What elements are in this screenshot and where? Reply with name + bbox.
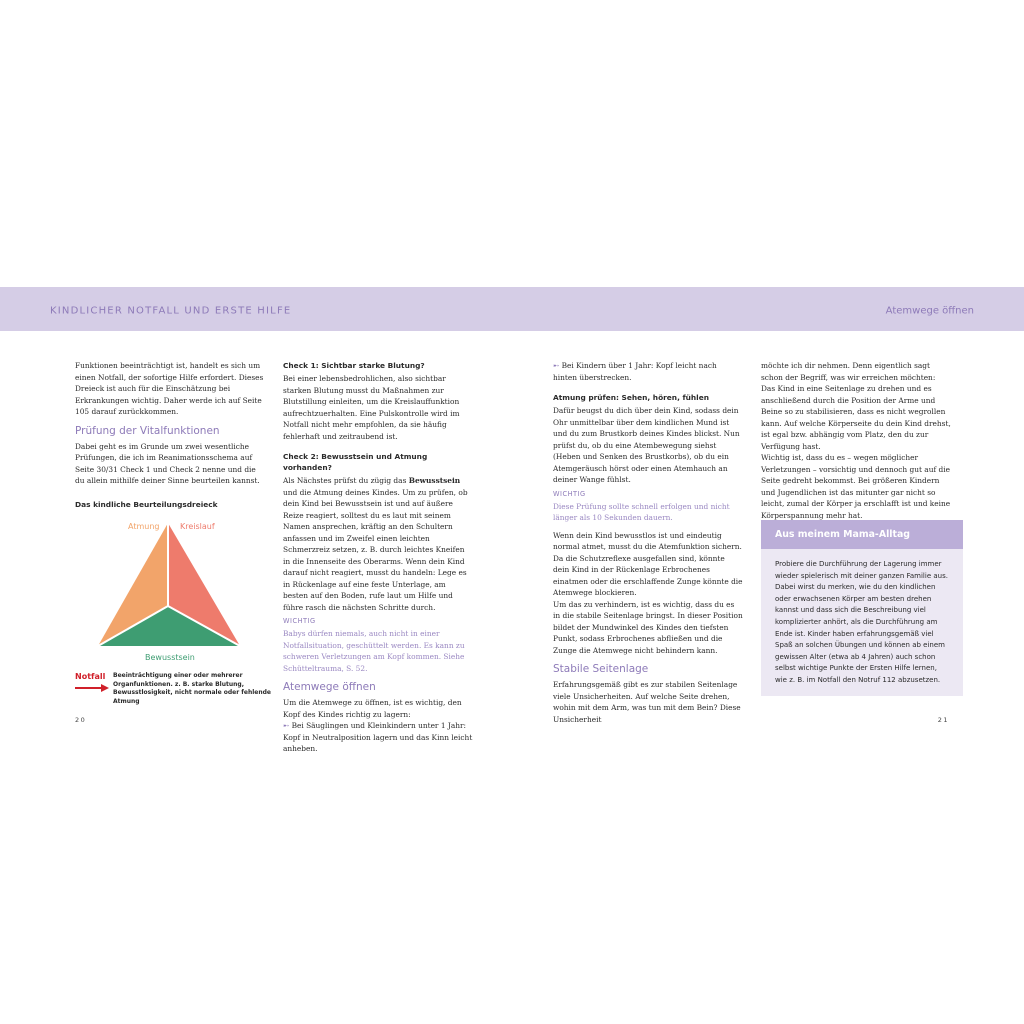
wichtig-note: Babys dürfen niemals, auch nicht in einer Notfallsituation, geschüttelt werden. Es kann zu schweren Verletzungen am Kopf kommen. Siehe Schütteltrauma, S. 52. — [283, 629, 465, 673]
atmung-paragraph: Dafür beugst du dich über dein Kind, sodass dein Ohr unmittelbar über dem kindlichen Mund ist und du zum Brustkorb deines Kindes blickst. Nun prüfst du, ob du eine Atembewegung siehst (Heben und Senken des Brustkorbs), ob du ein Atemgeräusch hörst oder einen Atemhauch an deiner Wange fühlst. — [553, 406, 740, 484]
triangle-title: Das kindliche Beurteilungsdreieck — [75, 500, 218, 509]
bullet-kinder: ➸ Bei Kindern über 1 Jahr: Kopf leicht nach hinten überstrecken. — [553, 361, 717, 382]
vitalfunktionen-paragraph: Dabei geht es im Grunde um zwei wesentliche Prüfungen, die ich im Reanimationsschema auf Seite 30/31 Check 1 und Check 2 nenne und die du allein mithilfe deiner Sinne beurteilen kannst. — [75, 441, 260, 485]
chapter-title: KINDLICHER NOTFALL UND ERSTE HILFE — [50, 305, 292, 317]
label-atmung: Atmung — [128, 522, 160, 531]
label-bewusstsein: Bewusstsein — [145, 653, 195, 662]
box-title: Aus meinem Mama-Alltag — [761, 520, 963, 549]
assessment-triangle — [90, 518, 260, 668]
continued-paragraph: möchte ich dir nehmen. Denn eigentlich sagt schon der Begriff, was wir erreichen möchten: Das Kind in eine Seitenlage zu drehen und es anschließend durch die Position der Arme und Beine so zu stabilisieren, dass es nicht wegrollen kann. Auf welche Körperseite du dein Kind drehst, ist egal bzw. abhängig vom Platz, den du zur Verfügung hast. — [761, 361, 951, 451]
column-4 — [761, 360, 951, 521]
wichtig-label: WICHTIG — [553, 489, 586, 498]
check-1-paragraph: Bei einer lebensbedrohlichen, also sichtbar starken Blutung musst du Maßnahmen zur Blutstillung einleiten, um die Kreislauffunktion aufrechtzuerhalten. Eine Pulskontrolle wird im Notfall nicht mehr empfohlen, da sie häufig fehlerhaft und zeitraubend ist. — [283, 374, 460, 441]
page-number-right: 21 — [937, 716, 949, 724]
red-arrow-icon — [75, 683, 109, 693]
bewusstlos-paragraph: Wenn dein Kind bewusstlos ist und eindeutig normal atmet, musst du die Atemfunktion sichern. Da die Schutzreflexe ausgefallen sind, könnte dein Kind in der Rückenlage Erbrochenes einatmen oder die erschlaffende Zunge könnte die Atemwege blockieren. — [553, 530, 743, 597]
arrow-bullet-icon: ➸ — [553, 361, 560, 370]
label-kreislauf: Kreislauf — [180, 522, 215, 531]
atemwege-paragraph: Um die Atemwege zu öffnen, ist es wichtig, den Kopf des Kindes richtig zu lagern: — [283, 698, 462, 719]
heading-check-2: Check 2: Bewusstsein und Atmung vorhanden? — [283, 452, 428, 472]
heading-vitalfunktionen: Prüfung der Vitalfunktionen — [75, 424, 220, 437]
page-number-left: 20 — [75, 716, 87, 724]
wichtig-label: WICHTIG — [283, 617, 316, 625]
heading-atmung-pruefen: Atmung prüfen: Sehen, hören, fühlen — [553, 393, 709, 402]
notfall-description: Beeinträchtigung einer oder mehrerer Organfunktionen. z. B. starke Blutung, Bewusstlosigkeit, nicht normale oder fehlende Atmung — [113, 672, 271, 705]
wichtig-paragraph: Wichtig ist, dass du es – wegen möglicher Verletzungen – vorsichtig und dennoch gut auf die Seite gedreht bekommst. Bei größeren Kindern und Jugendlichen ist das mitunter gar nicht so leicht, zumal der Körper ja erschlafft ist und keine Körperspannung mehr hat. — [761, 453, 951, 520]
column-2 — [283, 360, 473, 755]
heading-atemwege: Atemwege öffnen — [283, 681, 376, 693]
seitenlage-intro-paragraph: Um das zu verhindern, ist es wichtig, dass du es in die stabile Seitenlage bringst. In dieser Position bildet der Mundwinkel des Kindes den tiefsten Punkt, sodass Erbrochenes abfließen und die Zunge die Atemwege nicht behindern kann. — [553, 599, 743, 655]
heading-check-1: Check 1: Sichtbar starke Blutung? — [283, 361, 425, 370]
intro-paragraph: Funktionen beeinträchtigt ist, handelt es sich um einen Notfall, der sofortige Hilfe erfordert. Dieses Dreieck ist auch für die Einschätzung bei Erkrankungen wichtig. Daher werde ich auf Seite 105 darauf zurückkommen. — [75, 361, 264, 416]
column-1 — [75, 360, 265, 487]
heading-stabile-seitenlage: Stabile Seitenlage — [553, 663, 649, 675]
bullet-saeuglinge: ➸ Bei Säuglingen und Kleinkindern unter 1 Jahr: Kopf in Neutralposition lagern und das Kinn leicht anheben. — [283, 721, 473, 753]
notfall-label: Notfall — [75, 672, 106, 681]
wichtig-note: Diese Prüfung sollte schnell erfolgen und nicht länger als 10 Sekunden dauern. — [553, 501, 730, 522]
box-text: Probiere die Durchführung der Lagerung immer wieder spielerisch mit deiner ganzen Familie aus. Dabei wirst du merken, wie du den kindlichen oder erwachsenen Körper am besten drehen kannst und dass sich die Beschreibung viel komplizierter anhört, als die Durchführung am Ende ist. Kinder haben erfahrungsgemäß viel Spaß an solchen Übungen und können ab einem gewissen Alter (etwa ab 4 Jahren) auch schon selbst wichtige Punkte der Ersten Hilfe lernen, wie z. B. im Notfall den Notruf 112 abzusetzen. — [775, 560, 948, 684]
column-3 — [553, 360, 743, 725]
check-2-paragraph: Als Nächstes prüfst du zügig das Bewusstsein und die Atmung deines Kindes. Um zu prüfen, ob dein Kind bei Bewusstsein ist und auf äußere Reize reagiert, solltest du es laut mit seinem Namen ansprechen, kräftig an den Schultern anfassen und im Zweifel einen leichten Schmerzreiz setzen, z. B. durch leichtes Kneifen in die Innenseite des Oberarms. Wenn dein Kind darauf nicht reagiert, musst du handeln: Lege es in Rückenlage auf eine feste Unterlage, am besten auf den Boden, rufe laut um Hilfe und führe rasch die nächsten Schritte durch. — [283, 476, 468, 612]
arrow-bullet-icon: ➸ — [283, 721, 290, 730]
seitenlage-paragraph: Erfahrungsgemäß gibt es zur stabilen Seitenlage viele Unsicherheiten. Auf welche Seite drehen, wohin mit dem Arm, was tun mit dem Bein? Diese Unsicherheit — [553, 680, 741, 724]
mama-alltag-box — [761, 520, 963, 696]
section-title: Atemwege öffnen — [885, 305, 974, 317]
